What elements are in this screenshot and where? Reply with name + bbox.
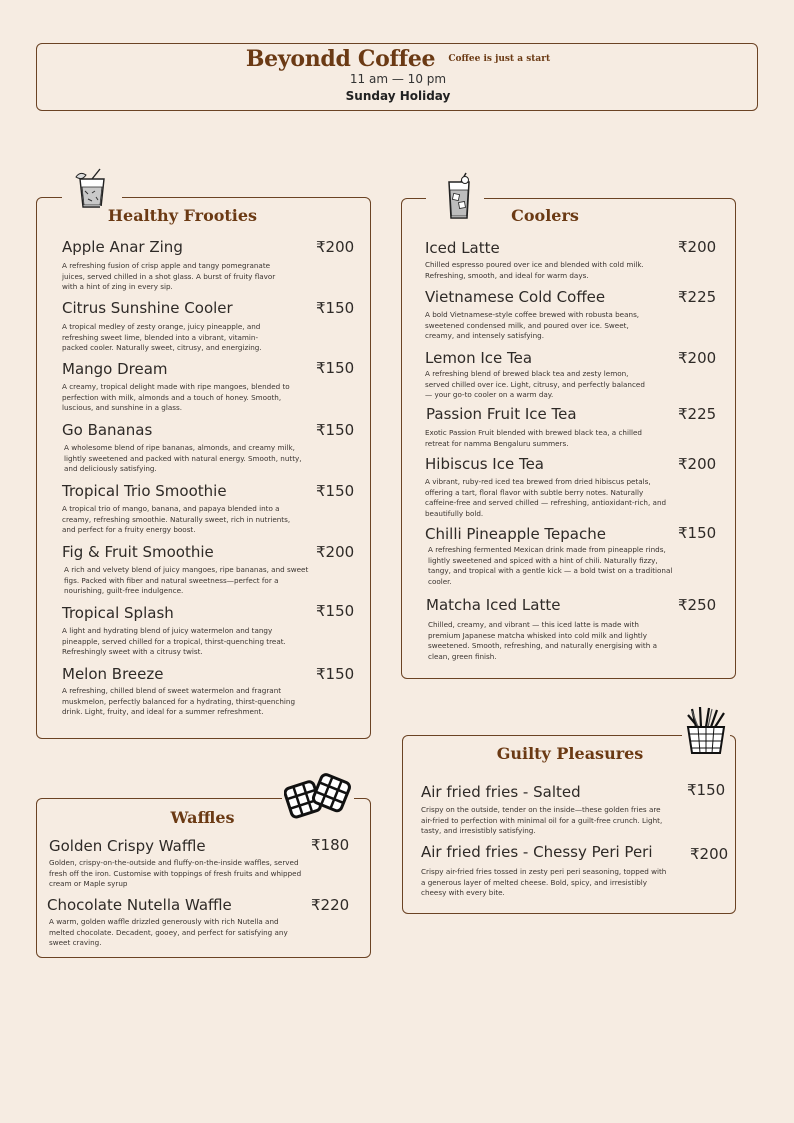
waffles-item-desc: Golden, crispy-on-the-outside and fluffy-on-the-inside waffles, served fresh off the iron. Customise with toppings of fresh fruits and whipped cream or Maple syrup — [49, 858, 302, 888]
healthy-item-name: Tropical Splash — [62, 604, 174, 622]
waffles-item-price: ₹180 — [311, 836, 350, 854]
guilty-item-desc: Crispy air-fried fries tossed in zesty peri peri seasoning, topped with a generous layer of melted cheese. Bold, spicy, and irresistibly cheesy with every bite. — [421, 867, 667, 897]
healthy-item-desc: A tropical trio of mango, banana, and papaya blended into a creamy, refreshing smoothie. Naturally sweet, rich in nutrients, and perfect for a fruity energy boost. — [62, 504, 291, 534]
healthy-item-desc: A creamy, tropical delight made with ripe mangoes, blended to perfection with milk, almonds and a touch of honey. Smooth, luscious, and sunshine in a glass. — [62, 382, 290, 412]
holiday-note: Sunday Holiday — [345, 89, 451, 103]
coolers-item-name: Lemon Ice Tea — [425, 349, 533, 367]
guilty-item-price: ₹200 — [690, 845, 729, 863]
coolers-title: Coolers — [480, 206, 610, 225]
waffles-item-price: ₹220 — [311, 896, 350, 914]
healthy-item-desc: A refreshing, chilled blend of sweet watermelon and fragrant muskmelon, perfectly balanced for a hydrating, thirst-quenching drink. Light, fruity, and ideal for a summer refreshment. — [62, 686, 296, 716]
coolers-item-desc: A bold Vietnamese-style coffee brewed with robusta beans, sweetened condensed milk, and poured over ice. Sweet, creamy, and intensely satisfying. — [425, 310, 640, 340]
healthy-frooties-title: Healthy Frooties — [100, 206, 265, 225]
guilty-item-desc: Crispy on the outside, tender on the inside—these golden fries are air-fried to perfection with minimal oil for a guilt-free crunch. Light, tasty, and irresistibly satisfying. — [421, 805, 663, 835]
healthy-item-name: Mango Dream — [62, 360, 168, 378]
healthy-item-price: ₹150 — [316, 359, 355, 377]
opening-hours: 11 am — 10 pm — [349, 72, 447, 86]
healthy-item-name: Go Bananas — [62, 421, 153, 439]
healthy-item-desc: A tropical medley of zesty orange, juicy pineapple, and refreshing sweet lime, blended into a vibrant, vitamin-packed cooler. Naturally sweet, citrusy, and energizing. — [62, 322, 262, 352]
coolers-item-price: ₹200 — [678, 238, 717, 256]
juice-glass-icon — [70, 167, 114, 211]
coolers-item-desc: Chilled, creamy, and vibrant — this iced latte is made with premium Japanese matcha whisked into cold milk and lightly sweetened. Smooth, refreshing, and naturally energising with a clean, green finish. — [428, 620, 657, 661]
coolers-item-desc: A vibrant, ruby-red iced tea brewed from dried hibiscus petals, offering a tart, floral flavor with subtle berry notes. Naturally caffeine-free and served chilled — refreshing, antioxidant-rich, and beautifully bold. — [425, 477, 667, 518]
healthy-item-name: Citrus Sunshine Cooler — [62, 299, 233, 317]
coolers-item-price: ₹225 — [678, 288, 717, 306]
healthy-item-price: ₹150 — [316, 482, 355, 500]
healthy-item-desc: A light and hydrating blend of juicy watermelon and tangy pineapple, served chilled for a tropical, thirst-quenching treat. Refreshingly sweet with a citrusy twist. — [62, 626, 286, 656]
healthy-item-price: ₹150 — [316, 299, 355, 317]
guilty-item-price: ₹150 — [687, 781, 726, 799]
guilty-item-name: Air fried fries - Salted — [421, 783, 581, 801]
waffles-item-name: Chocolate Nutella Waffle — [47, 896, 232, 914]
coolers-item-name: Hibiscus Ice Tea — [425, 455, 544, 473]
healthy-item-price: ₹200 — [316, 238, 355, 256]
healthy-item-name: Fig & Fruit Smoothie — [62, 543, 214, 561]
brand-tagline: Coffee is just a start — [448, 54, 551, 64]
waffles-title: Waffles — [150, 808, 255, 827]
healthy-item-price: ₹150 — [316, 421, 355, 439]
healthy-item-desc: A refreshing fusion of crisp apple and tangy pomegranate juices, served chilled in a shot glass. A burst of fruity flavor with a hint of zing in every sip. — [62, 261, 276, 291]
waffle-icon — [284, 772, 354, 822]
coolers-item-price: ₹200 — [678, 455, 717, 473]
guilty-item-name: Air fried fries - Chessy Peri Peri — [421, 843, 653, 861]
coolers-item-price: ₹225 — [678, 405, 717, 423]
coolers-item-desc: Chilled espresso poured over ice and blended with cold milk. Refreshing, smooth, and ideal for warm days. — [425, 260, 644, 280]
coolers-item-name: Chilli Pineapple Tepache — [425, 525, 606, 543]
coolers-item-desc: Exotic Passion Fruit blended with brewed black tea, a chilled retreat for namma Bengaluru summers. — [425, 428, 642, 448]
fries-basket-icon — [682, 705, 730, 757]
waffles-item-name: Golden Crispy Waffle — [49, 837, 206, 855]
healthy-item-name: Melon Breeze — [62, 665, 164, 683]
healthy-item-desc: A wholesome blend of ripe bananas, almonds, and creamy milk, lightly sweetened and packed with natural energy. Smooth, nutty, and deliciously satisfying. — [64, 443, 302, 473]
healthy-item-price: ₹150 — [316, 665, 355, 683]
coolers-item-price: ₹200 — [678, 349, 717, 367]
healthy-item-price: ₹200 — [316, 543, 355, 561]
brand-title: Beyondd Coffee — [245, 46, 436, 72]
coolers-item-name: Vietnamese Cold Coffee — [425, 288, 606, 306]
coolers-item-desc: A refreshing blend of brewed black tea and zesty lemon, served chilled over ice. Light, citrusy, and perfectly balanced — your go-to cooler on a warm day. — [425, 369, 645, 399]
coolers-item-desc: A refreshing fermented Mexican drink made from pineapple rinds, lightly sweetened and spiced with a hint of chili. Naturally fizzy, tangy, and tropical with a gentle kick — a bold twist on a traditional cooler. — [428, 545, 673, 586]
healthy-item-name: Apple Anar Zing — [62, 238, 183, 256]
guilty-pleasures-title: Guilty Pleasures — [485, 744, 655, 763]
healthy-item-desc: A rich and velvety blend of juicy mangoes, ripe bananas, and sweet figs. Packed with fiber and natural sweetness—perfect for a nourishing, guilt-free indulgence. — [64, 565, 309, 595]
iced-drink-icon — [441, 172, 477, 222]
coolers-item-price: ₹250 — [678, 596, 717, 614]
healthy-item-price: ₹150 — [316, 602, 355, 620]
waffles-item-desc: A warm, golden waffle drizzled generously with rich Nutella and melted chocolate. Decadent, gooey, and perfect for satisfying any sweet craving. — [49, 917, 288, 947]
coolers-item-name: Passion Fruit Ice Tea — [426, 405, 577, 423]
brand-row — [37, 46, 759, 72]
header-box — [36, 43, 758, 111]
coolers-item-name: Iced Latte — [425, 239, 500, 257]
healthy-item-name: Tropical Trio Smoothie — [62, 482, 227, 500]
coolers-item-name: Matcha Iced Latte — [426, 596, 561, 614]
coolers-item-price: ₹150 — [678, 524, 717, 542]
